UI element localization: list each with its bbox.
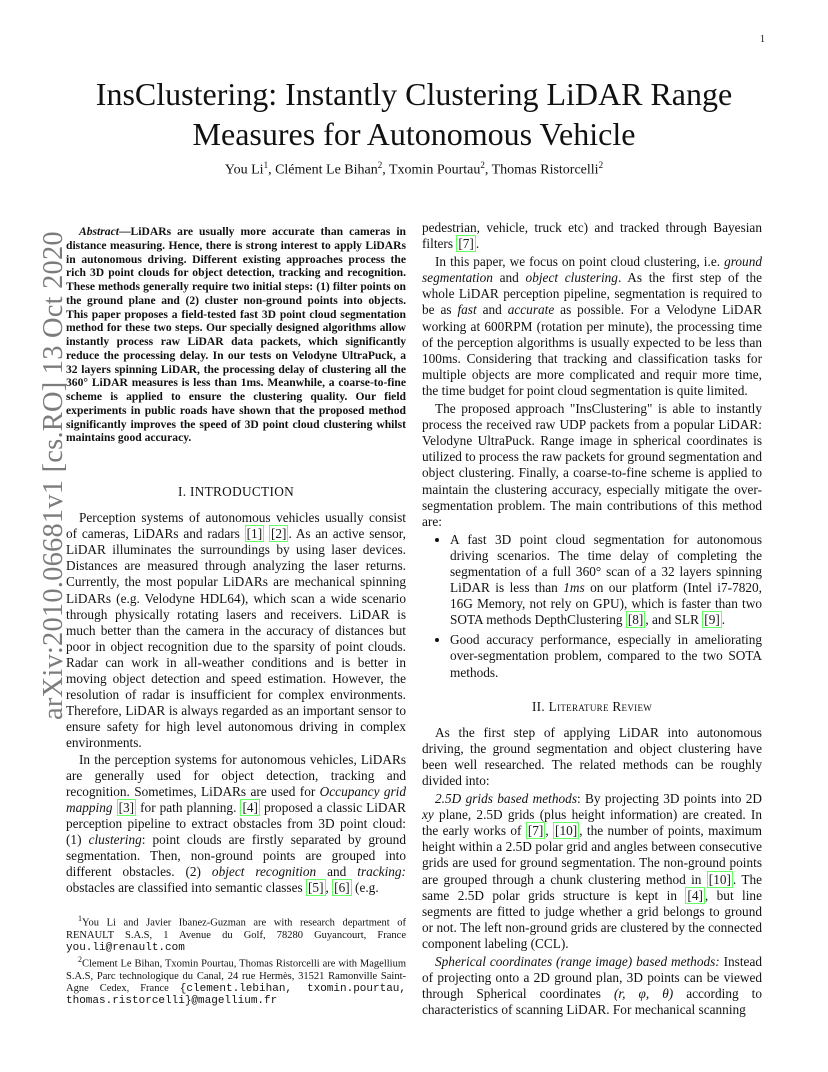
author-affiliation: 2 <box>377 160 383 170</box>
author-name: Clément Le Bihan <box>275 162 378 178</box>
list-item: • Good accuracy performance, especially in ameliorating over-segmentation problem, compared to the two SOTA methods. <box>450 632 762 680</box>
citation-link[interactable]: [7] <box>527 823 544 839</box>
citation-link[interactable]: [4] <box>242 799 258 815</box>
list-item: • A fast 3D point cloud segmentation for autonomous driving scenarios. The time delay of completing the segmentation of a full 360° scan of a 32 layers spinning LiDAR is less than 1ms on our platform (Intel i7-7820, 16G Memory, not rely on GPU), which is faster than two SOTA methods DepthClustering [8] , and SLR [9] . <box>450 532 762 629</box>
citation-link[interactable]: [7] <box>458 236 474 252</box>
abstract-text: —LiDARs are usually more accurate than cameras in distance measuring. Hence, there is strong interest to apply LiDARs in autonomous driving. Different existing approaches process the rich 3D point clouds for object detection, tracking and recognition. These methods generally require two initial steps: (1) filter points on the ground plane and (2) cluster non-ground points into objects. This paper proposes a field-tested fast 3D point cloud segmentation method for these two steps. Our specially designed algorithms allow instantly process raw LiDAR data packets, which significantly reduce the processing delay. In our tests on Velodyne UltraPuck, a 32 layers spinning LiDAR, the processing delay of clustering all the 360° LiDAR measures is less than 1ms. Meanwhile, a coarse-to-fine scheme is applied to ensure the clustering quality. Our field experiments in public roads have shown that the proposed method significantly improves the speed of 3D point cloud clustering whilst maintains good accuracy. <box>66 225 406 445</box>
email-link[interactable]: {clement.lebihan, txomin.pourtau, thomas.ristorcelli}@magellium.fr <box>66 983 407 1008</box>
author-list: You Li$^1$, Clément Le Bihan$^2$, Txomin Pourtau$^2$, Thomas Ristorcelli$^2$ <box>224 160 604 178</box>
citation-link[interactable]: [10] <box>555 823 578 839</box>
abstract <box>66 225 406 445</box>
citation-link[interactable]: [10] <box>708 871 731 887</box>
citation-link[interactable]: [5] <box>308 880 324 896</box>
title-line-2: Measures for Autonomous Vehicle <box>192 116 636 152</box>
arxiv-id: arXiv:2010.06681v1 [cs.RO] 13 Oct 2020 <box>38 231 69 720</box>
footnotes <box>66 912 406 1007</box>
author-affiliation: 1 <box>263 160 269 170</box>
citation-link[interactable]: [4] <box>687 887 703 903</box>
contributions-list <box>422 532 762 681</box>
citation-link[interactable]: [6] <box>334 880 350 896</box>
citation-link[interactable]: [9] <box>704 612 720 628</box>
paper-title <box>70 74 758 154</box>
left-column <box>66 484 406 896</box>
author-affiliation: 2 <box>480 160 485 170</box>
abstract-lead: Abstract <box>79 225 119 238</box>
section-heading-literature-review: II. Literature Review <box>531 698 653 714</box>
citation-link[interactable]: [8] <box>627 612 644 628</box>
footnote-1: $^1$You Li and Javier Ibanez-Guzman are with research department of RENAULT S.A.S, 1 Avenue du Golf, 78280 Guyancourt, France you.li@renault.com <box>66 914 406 954</box>
right-column <box>422 220 762 1018</box>
right-paragraph-3: As the first step of applying LiDAR into autonomous driving, the ground segmentation and object clustering have been well researched. The related methods can be roughly divided into: <box>422 724 762 788</box>
title-line-1: InsClustering: Instantly Clustering LiDAR Range <box>95 76 733 112</box>
footnote-2: $^2$Clement Le Bihan, Txomin Pourtau, Thomas Ristorcelli are with Magellium S.A.S, Parc technologique du Canal, 24 rue Hermès, 31521 Ramonville Saint-Agne Cedex, France {clement.lebihan, txomin.pourtau, thomas.ristorcelli}@magellium.fr <box>66 955 407 1008</box>
right-paragraph-2: The proposed approach "InsClustering" is able to instantly process the received raw UDP packets from a popular LiDAR: Velodyne UltraPuck. Range image in spherical coordinates is utilized to process the raw packets for ground segmentation and object clustering. Finally, a coarse-to-fine scheme is applied to maintain the clustering accuracy, especially mitigate the over-segmentation problem. The main contributions of this method are: <box>422 401 762 529</box>
section-heading-introduction: I. INTRODUCTION <box>177 484 295 499</box>
author-name: You Li <box>224 162 264 178</box>
page-number: 1 <box>760 34 765 45</box>
right-paragraph-5: Spherical coordinates (range image) based methods: Instead of projecting onto a 2D ground plan, 3D points can be viewed through Spherical coordinates (r, φ, θ) according to characteristics of scanning LiDAR. For mechanical scanning <box>422 954 762 1018</box>
author-name: Txomin Pourtau <box>388 162 481 178</box>
citation-link[interactable]: [2] <box>270 526 287 542</box>
citation-link[interactable]: [3] <box>118 799 135 815</box>
author-affiliation: 2 <box>598 160 604 170</box>
right-paragraph-0: pedestrian, vehicle, truck etc) and tracked through Bayesian filters [7] . <box>422 220 762 252</box>
intro-paragraph-1: Perception systems of autonomous vehicles usually consist of cameras, LiDARs and radars [1] [2] . As an active sensor, LiDAR illuminates the surroundings by using laser devices. Distances are measured through analyzing the laser returns. Currently, the most popular LiDARs are mechanical spinning LiDARs (e.g. Velodyne HDL64), which scan a wide scenario through physically rotating lasers and receivers. LiDAR is much better than the camera in the accuracy of distances but poor in object recognition due to the sparsity of point clouds. Radar can work in all-weather conditions and is better in moving object detection and speed estimation. However, the resolution of radar is insufficient for complex environments. Therefore, LiDAR is always regarded as an important sensor to ensure safety for high level autonomous driving in complex environments. <box>66 510 407 751</box>
right-paragraph-1: In this paper, we focus on point cloud clustering, i.e. ground segmentation and object clustering. As the first step of the whole LiDAR perception pipeline, segmentation is required to be as fast and accurate as possible. For a Velodyne LiDAR working at 600RPM (rotation per minute), the processing time of the perception algorithms is usually expected to be less than 100ms. Considering that tracking and classification tasks for multiple objects are more complicated and requir more time, the time budget for point cloud segmentation is quite limited. <box>422 254 762 398</box>
author-name: Thomas Ristorcelli <box>491 162 599 178</box>
email-link[interactable]: you.li@renault.com <box>66 941 185 954</box>
right-paragraph-4: 2.5D grids based methods: By projecting 3D points into 2D xy plane, 2.5D grids (plus height information) are created. In the early works of [7] , [10] , the number of points, maximum height within a 2.5D polar grid and angles between consecutive grids are used for ground segmentation. The non-ground points are grouped through a chunk clustering method in [10] . The same 2.5D polar grids structure is kept in [4] , but line segments are fitted to judge whether a grid belongs to ground or not. The left non-ground grids are clustered by the connected component labeling (CCL). <box>422 791 762 951</box>
citation-link[interactable]: [1] <box>246 526 263 542</box>
intro-paragraph-2: In the perception systems for autonomous vehicles, LiDARs are generally used for object detection, tracking and recognition. Sometimes, LiDARs are used for Occupancy grid mapping [3] for path planning. [4] proposed a classic LiDAR perception pipeline to extract obstacles from 3D point cloud: (1) clustering: point clouds are firstly separated by ground segmentation. Then, non-ground points are grouped into different obstacles. (2) object recognition and tracking: obstacles are classified into semantic classes [5] , [6] (e.g. <box>66 751 407 896</box>
